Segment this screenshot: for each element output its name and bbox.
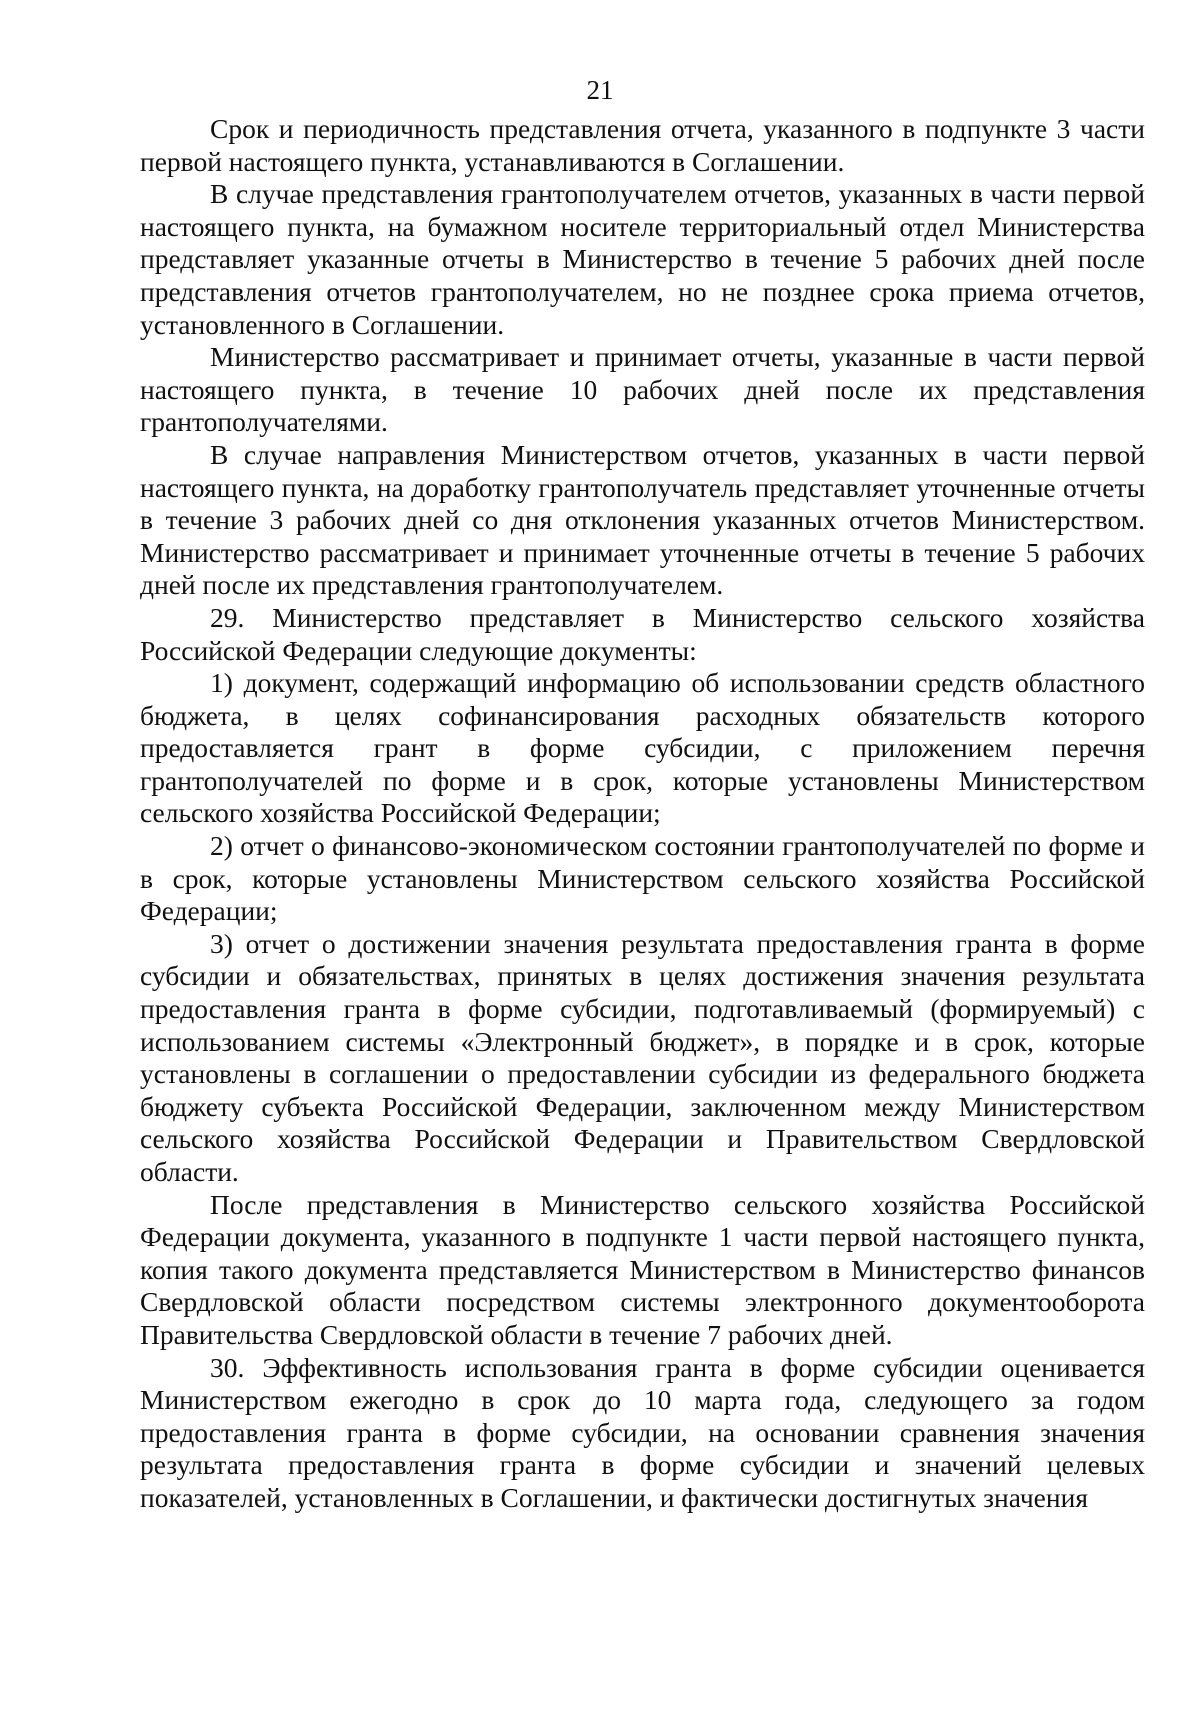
list-item-1: 1) документ, содержащий информацию об использовании средств областного бюджета, в целях софинансирования расходных обязательств которого предоставляется грант в форме субсидии, с приложением перечня грантополучателей по форме и в срок, которые установлены Министерством сельского хозяйства Российской Федерации; xyxy=(140,667,1145,829)
list-item-2: 2) отчет о финансово-экономическом состоянии грантополучателей по форме и в срок, которые установлены Министерством сельского хозяйства Российской Федерации; xyxy=(140,830,1145,927)
paragraph-report-deadline: Срок и периодичность представления отчета, указанного в подпункте 3 части первой настоящего пункта, устанавливаются в Соглашении. xyxy=(140,113,1145,177)
page-number: 21 xyxy=(586,75,614,105)
paragraph-copy-submission: После представления в Министерство сельского хозяйства Российской Федерации документа, указанного в подпункте 1 части первой настоящего пункта, копия такого документа представляется Министерством в Министерство финансов Свердловской области посредством системы электронного документооборота Правительства Свердловской области в течение 7 рабочих дней. xyxy=(140,1188,1145,1350)
list-item-3: 3) отчет о достижении значения результата предоставления гранта в форме субсидии и обязательствах, принятых в целях достижения значения результата предоставления гранта в форме субсидии, подготавливаемый (формируемый) с использованием системы «Электронный бюджет», в порядке и в срок, которые установлены в соглашении о предоставлении субсидии из федерального бюджета бюджету субъекта Российской Федерации, заключенном между Министерством сельского хозяйства Российской Федерации и Правительством Свердловской области. xyxy=(140,927,1145,1187)
paragraph-review-reports: Министерство рассматривает и принимает отчеты, указанные в части первой настоящего пункта, в течение 10 рабочих дней после их представления грантополучателями. xyxy=(140,341,1145,438)
paragraph-revision-reports: В случае направления Министерством отчетов, указанных в части первой настоящего пункта, на доработку грантополучатель представляет уточненные отчеты в течение 3 рабочих дней со дня отклонения указанных отчетов Министерством. Министерство рассматривает и принимает уточненные отчеты в течение 5 рабочих дней после их представления грантополучателем. xyxy=(140,438,1145,601)
document-body xyxy=(140,113,1145,1515)
paragraph-paper-reports: В случае представления грантополучателем отчетов, указанных в части первой настоящего пункта, на бумажном носителе территориальный отдел Министерства представляет указанные отчеты в Министерство в течение 5 рабочих дней после представления отчетов грантополучателем, но не позднее срока приема отчетов, установленного в Соглашении. xyxy=(140,178,1145,340)
paragraph-item-29: 29. Министерство представляет в Министерство сельского хозяйства Российской Федерации следующие документы: xyxy=(140,601,1145,666)
paragraph-item-30: 30. Эффективность использования гранта в форме субсидии оценивается Министерством ежегодно в срок до 10 марта года, следующего за годом предоставления гранта в форме субсидии, на основании сравнения значения результата предоставления гранта в форме субсидии и значений целевых показателей, установленных в Соглашении, и фактически достигнутых значения xyxy=(140,1351,1145,1513)
